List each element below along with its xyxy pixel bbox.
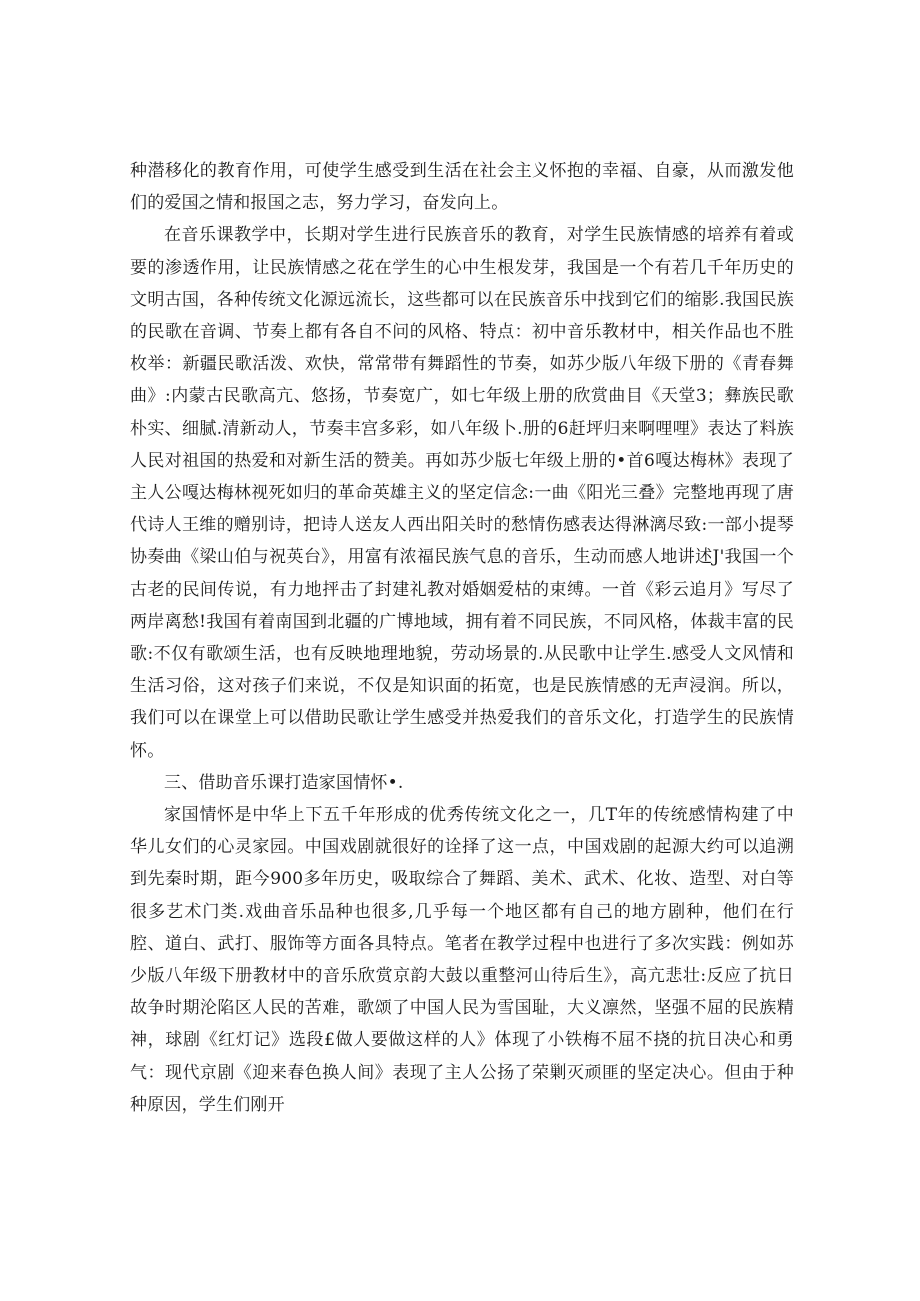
paragraph-family-country: 家国情怀是中华上下五千年形成的优秀传统文化之一，几T年的传统感情构建了中华儿女们的心灵家园。中国戏剧就很好的诠择了这一点，中国戏剧的起源大约可以追溯到先秦时期，距今900多年历史，吸取综合了舞蹈、美术、武术、化妆、造型、对白等很多艺术门类.戏曲音乐品种也很多,几乎每一个地区都有自己的地方剧种，他们在行腔、道白、武打、服饰等方面各具特点。笔者在教学过程中也进行了多次实践：例如苏少版八年级下册教材中的音乐欣赏京韵大鼓以重整河山待后生》，高亢悲壮:反应了抗日故争时期沦陷区人民的苦难，歌颂了中国人民为雪国耻，大义凛然，坚强不屈的民族精神，球剧《红灯记》选段£做人要做这样的人》体现了小铁梅不屈不挠的抗日决心和勇气：现代京剧《迎来春色换人间》表现了主人公扬了荣剿灭顽匪的坚定决心。但由于种种原因，学生们刚开 bbox=[130, 805, 794, 1115]
document-body bbox=[130, 155, 794, 1121]
paragraph-continuation: 种潜移化的教育作用，可使学生感受到生活在社会主义怀抱的幸福、自豪，从而激发他们的爱国之情和报国之志，努力学习，奋发向上。 bbox=[130, 161, 794, 214]
paragraph-ethnic-music: 在音乐课教学中，长期对学生进行民族音乐的教育，对学生民族情感的培养有着或要的渗透作用，让民族情感之花在学生的心中生根发芽，我国是一个有若几千年历史的文明古国，各种传统文化源远流长，这些都可以在民族音乐中找到它们的缩影.我国民族的民歌在音调、节奏上都有各自不问的风格、特点：初中音乐教材中，相关作品也不胜枚举：新疆民歌活泼、欢快，常常带有舞蹈性的节奏，如苏少版八年级下册的《青春舞曲》:内蒙古民歌高亢、悠扬，节奏宽广，如七年级上册的欣赏曲目《天堂3；彝族民歌朴实、细腻.清新动人，节奏丰宫多彩，如八年级卜.册的6赶坪归来啊哩哩》表达了料族人民对祖国的热爱和对新生活的赞美。再如苏少版七年级上册的•首6嘎达梅林》表现了主人公嘎达梅林视死如归的革命英雄主义的坚定信念:一曲《阳光三叠》完整地再现了唐代诗人王维的赠别诗，把诗人送友人西出阳关时的愁情伤感表达得淋漓尽致:一部小提琴协奏曲《梁山伯与祝英台》，用富有浓福民族气息的音乐，生动而感人地讲述J'我国一个古老的民间传说，有力地抨击了封建礼教对婚姻爱枯的束缚。一首《彩云追月》写尽了两岸离愁!我国有着南国到北疆的广博地域，拥有着不同民族，不同风格，体裁丰富的民歌:不仅有歌颂生活，也有反映地理地貌，劳动场景的.从民歌中让学生.感受人文风情和生活习俗，这对孩子们来说，不仅是知识面的拓宽，也是民族情感的无声浸润。所以，我们可以在课堂上可以借助民歌让学生感受并热爱我们的音乐文化，打造学生的民族情怀。 bbox=[130, 225, 794, 761]
section-heading-three: 三、借助音乐课打造家国情怀•. bbox=[164, 772, 404, 793]
